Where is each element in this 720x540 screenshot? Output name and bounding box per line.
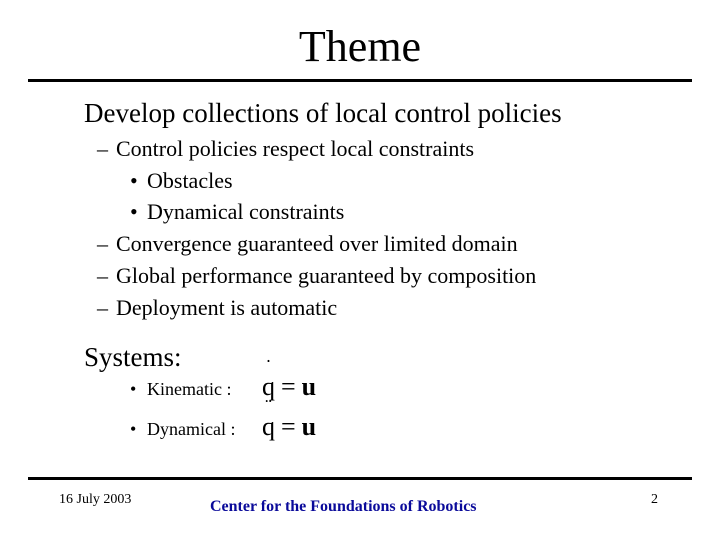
equation-rhs: u: [301, 412, 317, 441]
system-label: Kinematic :: [147, 379, 232, 399]
sub-point-text: Control policies respect local constraints: [116, 136, 475, 161]
dash-marker: –: [97, 136, 108, 161]
equation-lhs: q: [262, 412, 275, 441]
dash-marker: –: [97, 263, 108, 288]
bullet-marker: •: [130, 168, 138, 193]
dash-marker: –: [97, 231, 108, 256]
sub-point-text: Convergence guaranteed over limited domain: [116, 231, 518, 256]
system-item-dynamical: [130, 418, 235, 440]
system-item-kinematic: [130, 378, 231, 400]
page-number: 2: [651, 492, 658, 507]
sub-point-text: Deployment is automatic: [116, 295, 338, 320]
sub-point-convergence: [97, 231, 518, 257]
systems-heading: Systems:: [84, 342, 182, 372]
equals-sign: =: [281, 372, 296, 401]
equals-sign: =: [281, 412, 296, 441]
bullet-marker: •: [130, 379, 137, 399]
slide-title: Theme: [298, 22, 422, 71]
second-derivative-dots: ¨: [265, 396, 272, 418]
sub-sub-point-dynamical-constraints: [130, 199, 344, 225]
bullet-marker: •: [130, 199, 138, 224]
sub-point-text: Global performance guaranteed by composition: [116, 263, 537, 288]
main-point: Develop collections of local control policies: [84, 98, 562, 128]
dash-marker: –: [97, 295, 108, 320]
sub-point-deployment: [97, 295, 337, 321]
sub-point-global-performance: [97, 263, 536, 289]
title-divider: [28, 79, 692, 82]
footer-divider: [28, 477, 692, 480]
equation-lhs: q: [262, 372, 275, 401]
sub-sub-point-text: Obstacles: [147, 168, 233, 193]
sub-sub-point-text: Dynamical constraints: [147, 199, 345, 224]
system-label: Dynamical :: [147, 419, 236, 439]
sub-sub-point-obstacles: [130, 168, 233, 194]
footer-organization: Center for the Foundations of Robotics: [210, 498, 477, 515]
bullet-marker: •: [130, 419, 137, 439]
footer-date: 16 July 2003: [59, 492, 132, 507]
equation-rhs: u: [301, 372, 317, 401]
sub-point-control-policies: [97, 136, 474, 162]
first-derivative-dot: ˙: [265, 356, 272, 378]
dynamical-equation: [262, 396, 317, 442]
